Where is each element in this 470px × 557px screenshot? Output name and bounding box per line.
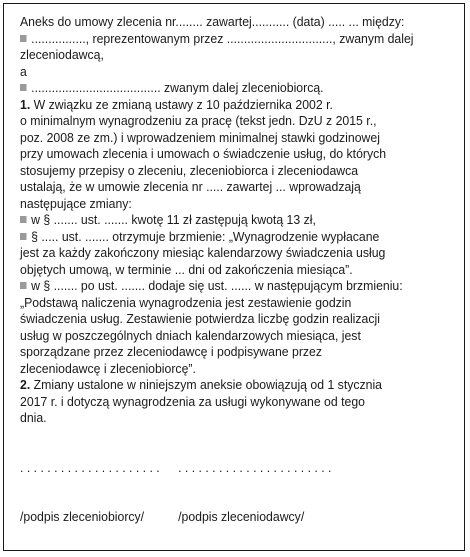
header-line: Aneks do umowy zlecenia nr........ zawartej........... (data) ..... ... między: — [20, 14, 405, 29]
spacer — [20, 443, 435, 460]
signature-label-contractor: /podpis zleceniobiorcy/ — [20, 509, 145, 524]
spacer — [20, 476, 435, 493]
signature-label-client: /podpis zleceniodawcy/ — [178, 509, 305, 524]
section-1-line: następujące zmiany: — [20, 195, 132, 211]
section-2-first-line: 2. Zmiany ustalone w niniejszym aneksie obowiązują od 1 stycznia — [20, 377, 382, 392]
section-1-line: ustalają, że w umowie zlecenia nr ..... zawartej ... wprowadzają — [20, 179, 361, 194]
bullet-square-icon — [20, 84, 27, 91]
section-1-line: o minimalnym wynagrodzeniu za pracę (tekst jedn. DzU z 2015 r., — [20, 113, 377, 128]
change-item-3-line: „Podstawą naliczenia wynagrodzenia jest zestawienie godzin — [20, 294, 352, 310]
section-1-line: stosujemy przepisy o zleceniu, zleceniobiorca i zleceniodawca — [20, 162, 359, 178]
section-number: 2. — [20, 377, 31, 392]
change-item-2: § ..... ust. ....... otrzymuje brzmienie: „Wynagrodzenie wypłacane — [20, 229, 435, 246]
signature-line-contractor: . . . . . . . . . . . . . . . . . . . . . — [20, 459, 160, 475]
spacer — [20, 427, 435, 444]
signature-lines — [20, 460, 435, 477]
bullet-square-icon — [20, 282, 27, 289]
change-item-3-line: zleceniodawcę i zleceniobiorcę”. — [20, 360, 196, 376]
annex-document-text — [20, 14, 435, 526]
header-line: zleceniodawcą, — [20, 47, 104, 62]
section-1-line: przy umowach zlecenia i umowach o świadczenie usług, do których — [20, 146, 387, 161]
change-item-3-line: usług w poszczególnych dniach kalendarzowych miesiąca, jest — [20, 327, 361, 343]
bullet-square-icon — [20, 216, 27, 223]
party-two-line: ...................................... zwanym dalej zleceniobiorcą. — [20, 80, 435, 97]
section-2-line: dnia. — [20, 410, 47, 425]
header-line: a — [20, 63, 27, 79]
bullet-square-icon — [20, 233, 27, 240]
party-one-line: ................, reprezentowanym przez ..............................., zwanym dalej — [20, 31, 435, 48]
section-1-first-line: 1. W związku ze zmianą ustawy z 10 października 2002 r. — [20, 96, 333, 112]
change-item-2-line: jest za każdy zakończony miesiąc kalendarzowy świadczenia usług — [20, 245, 386, 260]
annex-document-frame — [3, 3, 465, 551]
change-item-1: w § ....... ust. ....... kwotę 11 zł zastępują kwotą 13 zł, — [20, 212, 435, 229]
change-item-2-line: objętych umową, w terminie ... dni od zakończenia miesiąca”. — [20, 261, 353, 277]
section-2-line: 2017 r. i dotyczą wynagrodzenia za usługi wykonywane od tego — [20, 393, 365, 409]
section-1-line: poz. 2008 ze zm.) i wprowadzeniem minimalnej stawki godzinowej — [20, 129, 380, 145]
spacer — [20, 493, 435, 510]
signature-line-client: . . . . . . . . . . . . . . . . . . . . . . . — [178, 459, 332, 475]
signature-labels — [20, 509, 435, 526]
bullet-square-icon — [20, 35, 27, 42]
change-item-3: w § ....... po ust. ....... dodaje się ust. ...... w następującym brzmieniu: — [20, 278, 435, 295]
change-item-3-line: świadczenia usług. Zestawienie potwierdza liczbę godzin realizacji — [20, 311, 380, 326]
section-number: 1. — [20, 96, 31, 112]
change-item-3-line: sporządzane przez zleceniodawcę i podpisywane przez — [20, 344, 323, 359]
